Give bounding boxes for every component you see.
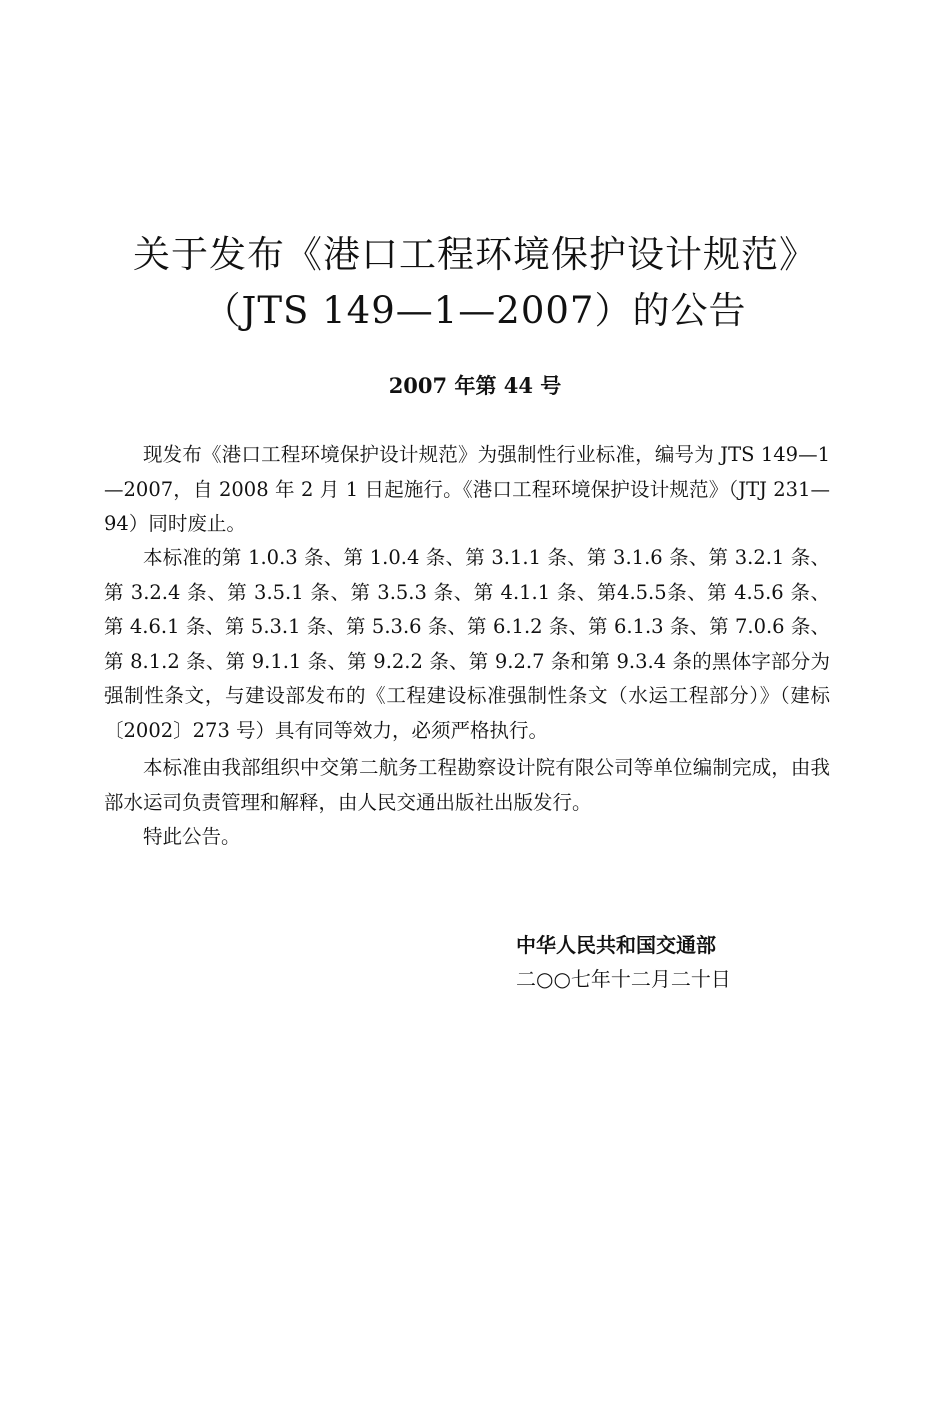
paragraph-publication: 现发布《港口工程环境保护设计规范》为强制性行业标准，编号为 JTS 149—1—2007，自 2008 年 2 月 1 日起施行。《港口工程环境保护设计规范》（JTJ 231—94）同时废止。 — [104, 443, 830, 535]
announcement-title-line-2: （JTS 149—1—2007）的公告 — [203, 289, 747, 332]
announcement-title-line-1: 关于发布《港口工程环境保护设计规范》 — [133, 233, 817, 276]
issue-date: 二○○七年十二月二十日 — [516, 967, 731, 991]
paragraph-compilation: 本标准由我部组织中交第二航务工程勘察设计院有限公司等单位编制完成，由我部水运司负责管理和解释，由人民交通出版社出版发行。 — [104, 756, 830, 814]
paragraph-closing: 特此公告。 — [143, 825, 241, 848]
paragraph-mandatory-clauses: 本标准的第 1.0.3 条、第 1.0.4 条、第 3.1.1 条、第 3.1.6 条、第 3.2.1 条、第 3.2.4 条、第 3.5.1 条、第 3.5.3 条、第 4.1.1 条、第4.5.5条、第 4.5.6 条、第 4.6.1 条、第 5.3.1 条、第 5.3.6 条、第 6.1.2 条、第 6.1.3 条、第 7.0.6 条、第 8.1.2 条、第 9.1.1 条、第 9.2.2 条、第 9.2.7 条和第 9.3.4 条的黑体字部分为强制性条文，与建设部发布的《工程建设标准强制性条文（水运工程部分）》（建标〔2002〕273 号）具有同等效力，必须严格执行。 — [104, 546, 830, 742]
issue-number: 2007 年第 44 号 — [388, 373, 562, 398]
issuing-organization: 中华人民共和国交通部 — [516, 933, 716, 957]
